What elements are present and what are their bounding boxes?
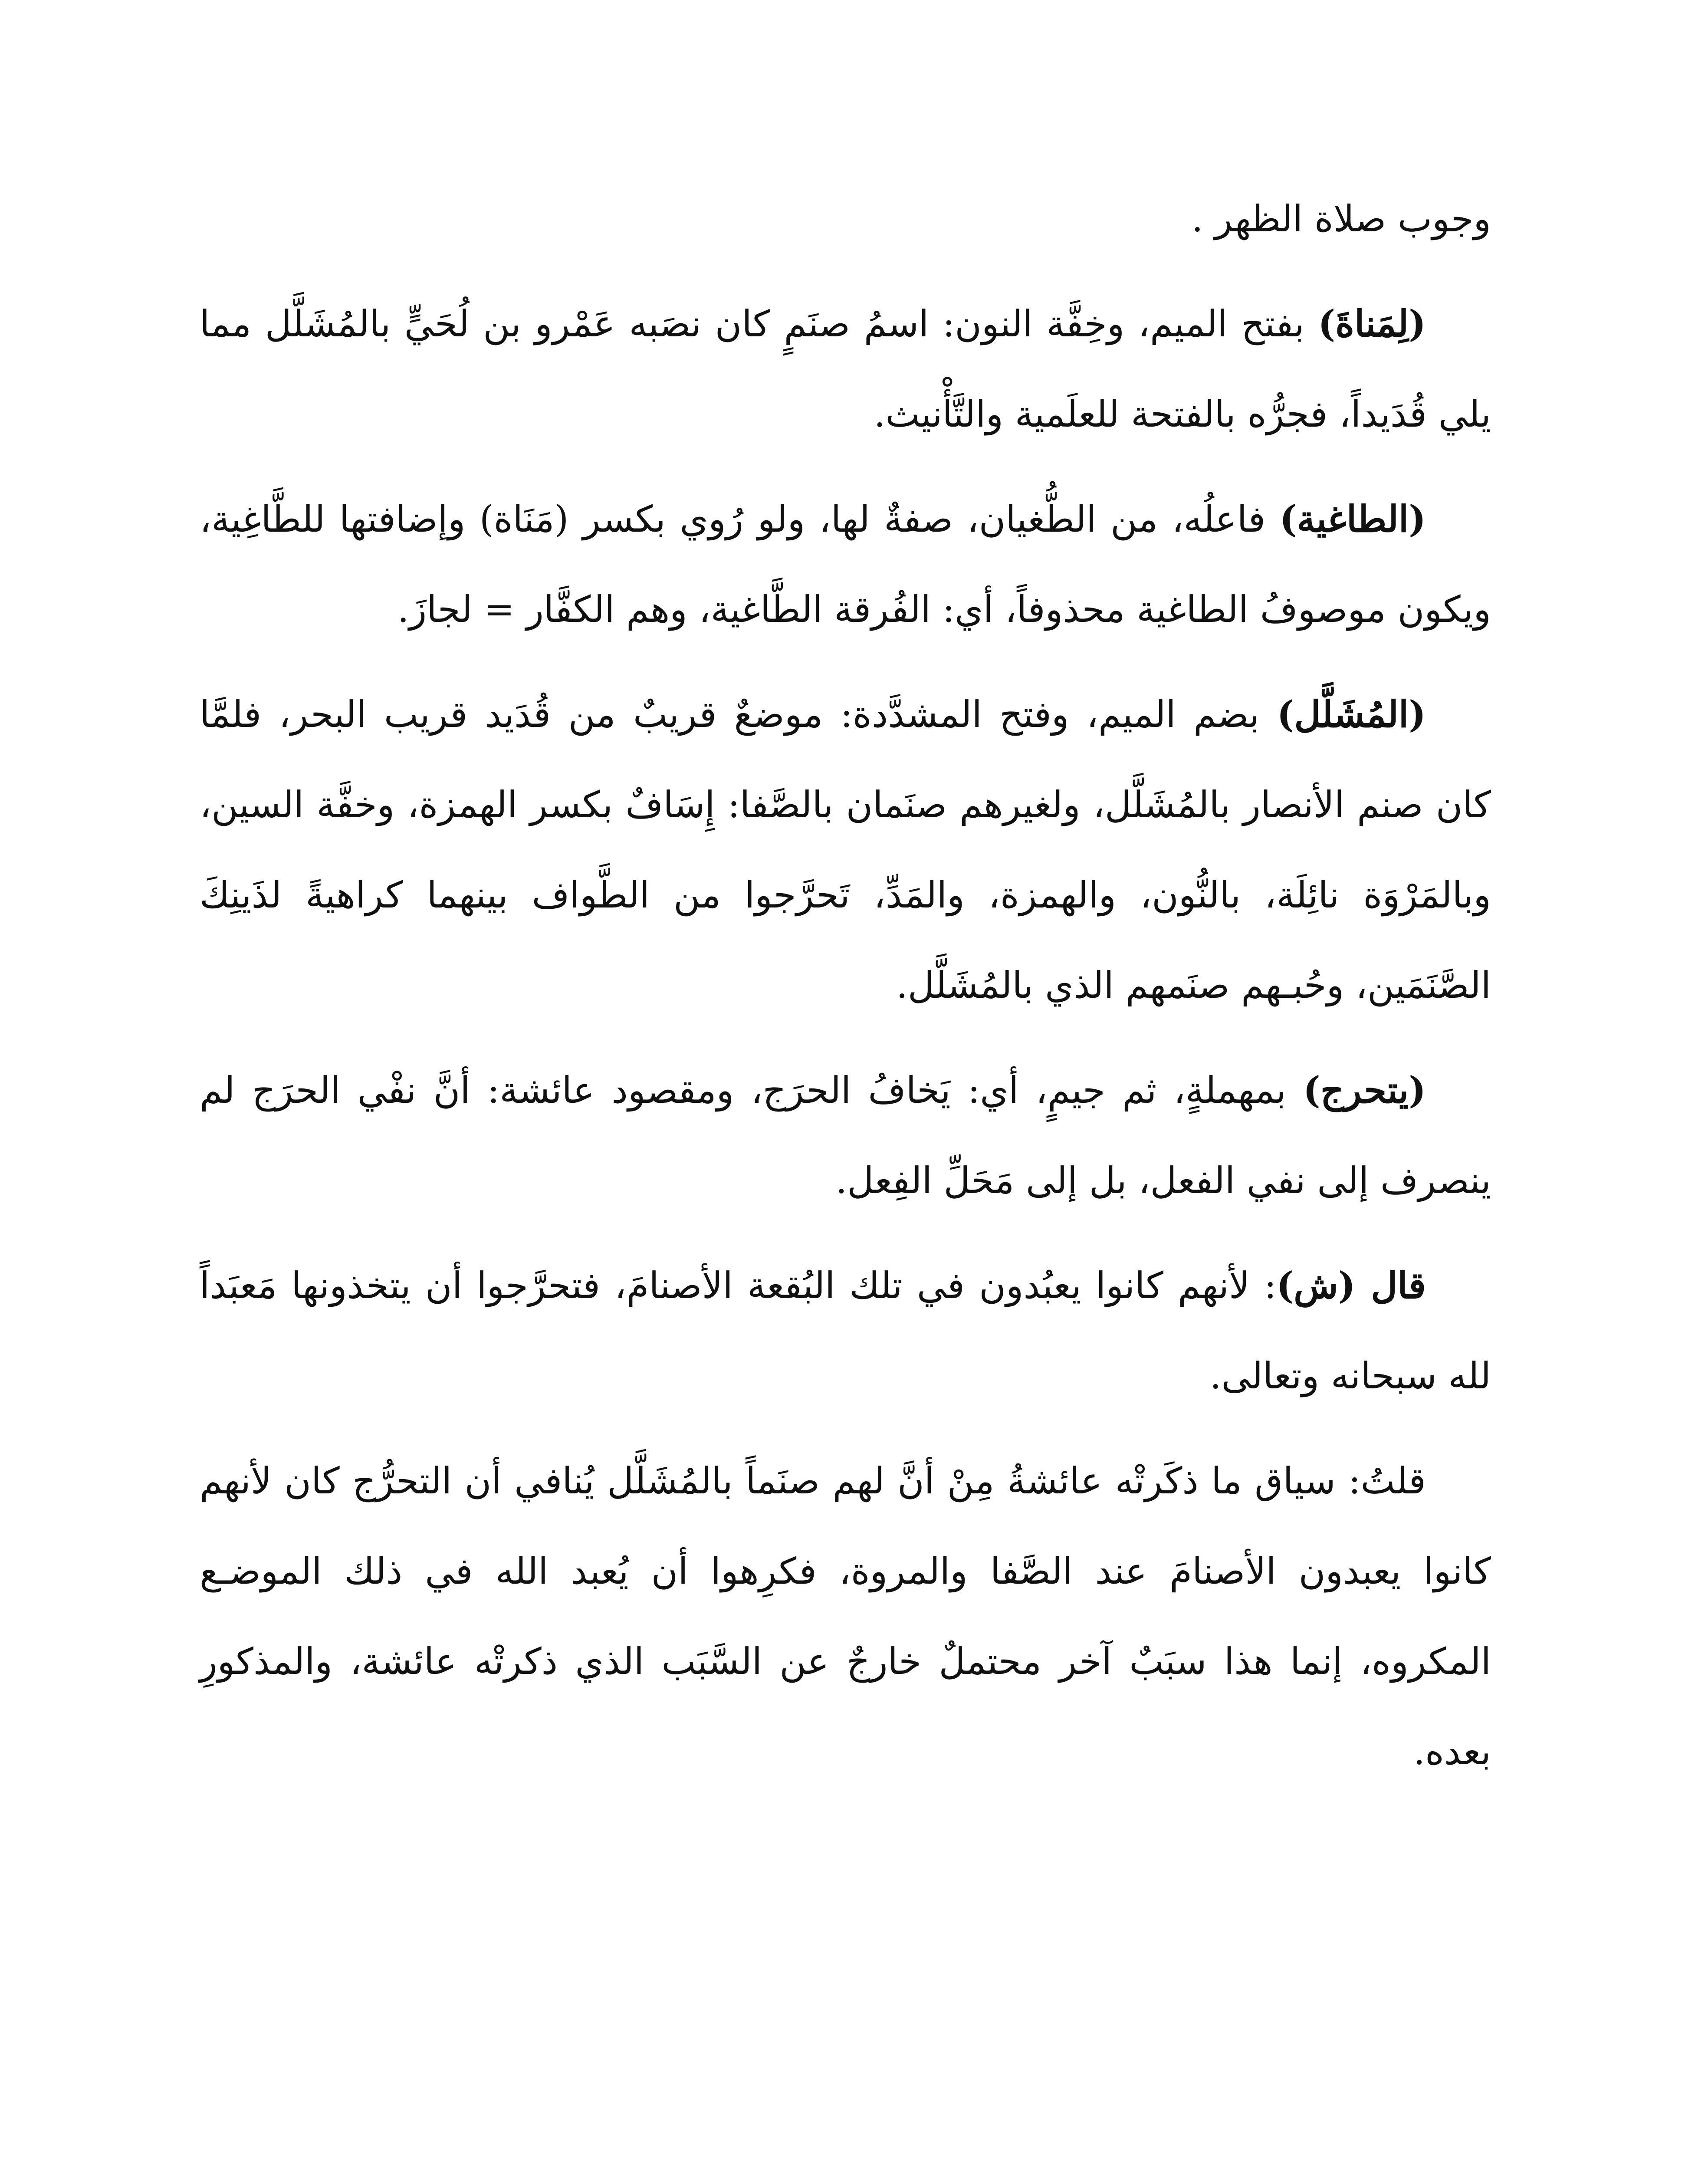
paragraph-text: بضم الميم، وفتح المشدَّدة: موضعٌ قريبٌ من قُدَيد قريب البحر، فلمَّا كان صنم الأنصار بالمُشَلَّل، ولغيرهم صنَمان بالصَّفا: إِسَافٌ بكسر الهمزة، وخفَّة السين، وبالمَرْوَة نائِلَة، بالنُّون، والهمزة، والمَدِّ، تَحرَّجوا من الطَّواف بينهما كراهيةً لذَينِكَ الصَّنَمَين، وحُبـهم صنَمهم الذي بالمُشَلَّل.	[200, 693, 1491, 1006]
paragraph-5	[200, 1045, 1491, 1226]
paragraph-2	[200, 279, 1491, 459]
lemma: (الطاغية)	[1279, 497, 1426, 540]
paragraph-text: بمهملةٍ، ثم جيمٍ، أي: يَخافُ الحرَج، ومقصود عائشة: أنَّ نفْي الحرَج لم ينصرف إلى نفي الفعل، بل إلى مَحَلِّ الفِعل.	[200, 1069, 1491, 1202]
lemma: (يتحرج)	[1303, 1069, 1426, 1111]
paragraph-text: بفتح الميم، وخِفَّة النون: اسمُ صنَمٍ كان نصَبه عَمْرو بن لُحَيٍّ بالمُشَلَّل مما يلي قُدَيداً، فجرُّه بالفتحة للعلَمية والتَّأْنيث.	[200, 302, 1491, 435]
paragraph-text: : لأنهم كانوا يعبُدون في تلك البُقعة الأصنامَ، فتحرَّجوا أن يتخذونها مَعبَداً لله سبحانه وتعالى.	[200, 1264, 1491, 1397]
lemma: (المُشَلَّل)	[1277, 693, 1426, 736]
lemma: (لِمَناةَ)	[1318, 302, 1426, 345]
lemma: قال (ش)	[1276, 1264, 1426, 1307]
paragraph-text: وجوب صلاة الظهر .	[1191, 197, 1491, 240]
paragraph-1	[200, 174, 1491, 264]
paragraph-6	[200, 1240, 1491, 1421]
paragraph-4	[200, 669, 1491, 1030]
paragraph-text: قلتُ: سياق ما ذكَرتْه عائشةُ مِنْ أنَّ لهم صنَماً بالمُشَلَّل يُنافي أن التحرُّج كان لأنهم كانوا يعبدون الأصنامَ عند الصَّفا والمروة، فكرِهوا أن يُعبد الله في ذلك الموضـع المكروه، إنما هذا سبَبٌ آخر محتملٌ خارجٌ عن السَّبَب الذي ذكرتْه عائشة، والمذكورِ بعده.	[200, 1460, 1491, 1773]
page-body	[200, 174, 1491, 1812]
paragraph-3	[200, 474, 1491, 654]
paragraph-text: فاعلُه، من الطُّغيان، صفةٌ لها، ولو رُوي بكسر (مَنَاة) وإضافتها للطَّاغِية، ويكون موصوفُ الطاغية محذوفاً، أي: الفُرقة الطَّاغية، وهم الكفَّار = لجازَ.	[200, 498, 1491, 631]
paragraph-7	[200, 1436, 1491, 1797]
